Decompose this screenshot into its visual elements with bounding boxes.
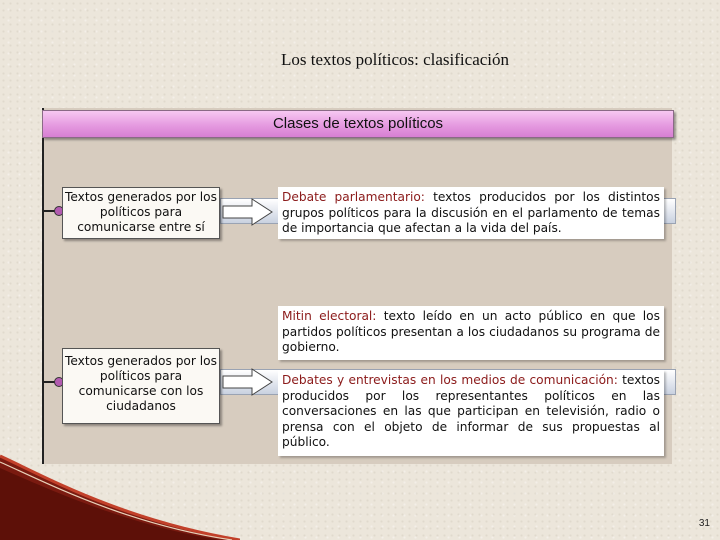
category-label-1: Textos generados por los políticos para comunicarse entre sí — [65, 190, 217, 234]
type-description: texto leído en un acto público en que los partidos políticos presentan a los ciudadanos su programa de gobierno. — [282, 309, 660, 354]
diagram-header: Clases de textos políticos — [42, 110, 674, 138]
tree-vertical-line — [42, 136, 44, 464]
category-label-2: Textos generados por los políticos para comunicarse con los ciudadanos — [65, 354, 217, 413]
type-term: Debate parlamentario: — [282, 190, 425, 204]
type-box-mitin-electoral — [278, 306, 664, 360]
category-box-2 — [62, 348, 220, 424]
category-box-1 — [62, 187, 220, 239]
arrow-icon-2 — [222, 367, 274, 397]
slide-title: Los textos políticos: clasificación — [280, 50, 510, 69]
corner-swoosh-decoration — [0, 454, 240, 540]
page-number: 31 — [698, 518, 710, 529]
type-box-debates-entrevistas — [278, 370, 664, 456]
type-description: textos producidos por los distintos grupos políticos para la discusión en el parlamento de temas de importancia que afectan a la vida del país. — [282, 190, 660, 235]
type-description: textos producidos por los representantes políticos en las conversaciones en las que participan en televisión, radio o prensa con el objeto de informar de sus propuestas al público. — [282, 373, 661, 449]
type-box-debate-parlamentario — [278, 187, 664, 239]
type-term: Debates y entrevistas en los medios de comunicación: — [282, 373, 618, 387]
type-term: Mitin electoral: — [282, 309, 377, 323]
arrow-icon-1 — [222, 197, 274, 227]
